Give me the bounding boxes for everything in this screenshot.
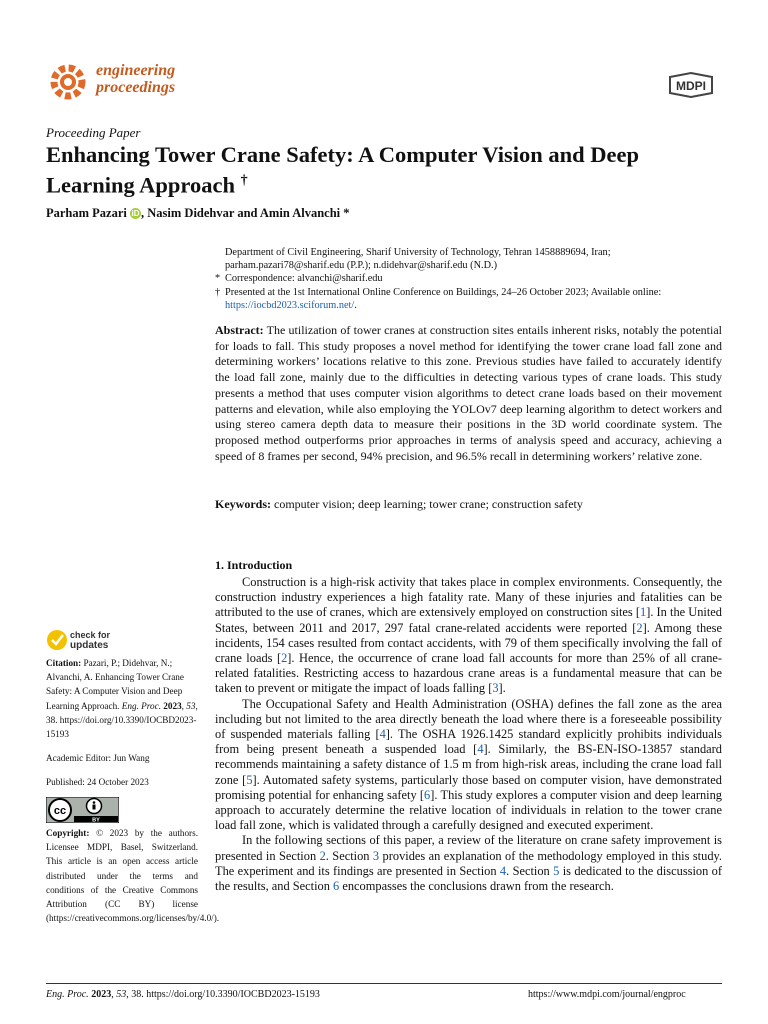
cc-by-label: BY (92, 817, 100, 823)
journal-logo-icon (46, 60, 90, 104)
paragraph: The Occupational Safety and Health Administration (OSHA) defines the fall zone as the area including but not limited to the area directly beneath the load where there is a foreseeable possibility of suspended materials falling [4]. The OSHA 1926.1425 standard explicitly prohibits individuals from being present beneath a suspended load [4]. Similarly, the BS-EN-ISO-13857 standard recommends maintaining a safety distance of 1.5 m from high-risk areas, including the crane load fall zone [5]. Automated safety systems, particularly those based on computer vision, have demonstrated promising potential for enhancing safety [6]. This study explores a computer vision and deep learning approach to accurately determine the relative location of individuals in relation to the tower crane load fall zone, which is validated through a carefully designed and executed experiment. (215, 696, 723, 833)
body-text (215, 575, 722, 894)
citation: Citation: Pazari, P.; Didehvar, N.; Alvanchi, A. Enhancing Tower Crane Safety: A Computer Vision and Deep Learning Approach. Eng. Proc. 2023, 53, 38. https://doi.org/10.3390/IOCBD2023-15193 (46, 658, 198, 740)
footer-citation: Eng. Proc. 2023, 53, 38. https://doi.org/10.3390/IOCBD2023-15193 (46, 989, 320, 1000)
affiliation-emails: parham.pazari78@sharif.edu (P.P.); n.didehvar@sharif.edu (N.D.) (225, 260, 498, 272)
cc-by-license-icon[interactable] (46, 797, 119, 823)
published-date: Published: 24 October 2023 (46, 777, 149, 788)
paragraph: In the following sections of this paper, a review of the literature on crane safety improvement is presented in Section 2. Section 3 provides an explanation of the methodology employed in this study. The experiment and its findings are presented in Section 4. Section 5 is dedicated to the discussion of the results, and Section 6 encompasses the conclusions drawn from the research. (215, 833, 722, 894)
footer-journal-url[interactable]: https://www.mdpi.com/journal/engproc (528, 989, 686, 1000)
paper-title (46, 142, 726, 199)
section-link[interactable]: 5 (553, 863, 560, 878)
journal-name (96, 62, 175, 96)
conference-link[interactable]: https://iocbd2023.sciforum.net/ (225, 299, 355, 311)
journal-name-line2: proceedings (96, 79, 176, 96)
correspondence-mark: * (215, 273, 221, 285)
journal-name-line1: engineering (96, 62, 176, 79)
paragraph: Construction is a high-risk activity that takes place in complex environments. Consequently, the construction industry experiences a high fatality rate. Many of these injuries and fatalities can be attributed to the use of cranes, which are extensively employed on construction sites [1]. In the United States, between 2011 and 2017, 297 fatal crane-related accidents were reported [2]. Among these incidents, 154 cases resulted from contact accidents, with 79 of them specifically involving the fall of crane loads [2]. Hence, the occurrence of crane load fall accounts for more than 25% of all crane-related fatalities. Restricting access to hazardous crane areas is a fundamental measure that can be taken to prevent or mitigate the impact of loads falling [3]. (215, 575, 723, 696)
mdpi-logo-icon (666, 72, 716, 98)
author-list (46, 206, 350, 221)
academic-editor: Academic Editor: Jun Wang (46, 753, 150, 764)
ref-link[interactable]: 3 (492, 681, 499, 696)
ref-link[interactable]: 5 (246, 772, 253, 787)
title-footnote-mark: † (240, 173, 248, 188)
author-name: Parham Pazari (46, 206, 127, 220)
presented-note: Presented at the 1st International Online Conference on Buildings, 24–26 October 2023; Available online: (225, 286, 662, 298)
abstract (215, 323, 722, 464)
section-link[interactable]: 4 (499, 863, 507, 878)
copyright-notice: Copyright: © 2023 by the authors. Licensee MDPI, Basel, Switzerland. This article is an open access article distributed under the terms and conditions of the Creative Commons Attribution (CC BY) license (https://creativecommons.org/licenses/by/4.0/). (46, 828, 220, 924)
abstract-label: Abstract: (215, 323, 264, 337)
svg-text:cc: cc (53, 805, 67, 817)
section-link[interactable]: 2 (319, 848, 326, 863)
ref-link[interactable]: 1 (640, 605, 647, 620)
section-heading: 1. Introduction (215, 558, 293, 572)
sidebar-info (46, 656, 198, 800)
ref-link[interactable]: 2 (281, 651, 288, 666)
mdpi-logo-text: MDPI (676, 79, 706, 93)
section-link[interactable]: 6 (333, 879, 340, 894)
footer-divider (46, 983, 722, 984)
presented-mark: † (215, 286, 221, 298)
paper-title-text: Enhancing Tower Crane Safety: A Computer Vision and Deep Learning Approach (46, 142, 639, 198)
paper-type: Proceeding Paper (46, 125, 141, 140)
conference-link-end: . (354, 299, 357, 311)
keywords-text: computer vision; deep learning; tower crane; construction safety (274, 497, 583, 511)
ref-link[interactable]: 2 (636, 620, 643, 635)
correspondence: Correspondence: alvanchi@sharif.edu (225, 273, 383, 285)
affiliations (215, 246, 725, 312)
affiliation-dept: Department of Civil Engineering, Sharif University of Technology, Tehran 1458889694, Iran; (225, 247, 611, 258)
orcid-icon[interactable]: iD (131, 209, 140, 218)
check-for-updates-label[interactable]: check for updates (70, 630, 111, 651)
ref-link[interactable]: 4 (477, 742, 484, 757)
author-names-rest: , Nasim Didehvar and Amin Alvanchi * (141, 206, 350, 220)
keywords-label: Keywords: (215, 497, 271, 511)
abstract-text: The utilization of tower cranes at construction sites entails inherent risks, notably the potential for loads to fall. This study proposes a novel method for identifying the tower crane load fall zone and determining workers’ locations relative to this zone. Previous studies have failed to accurately identify the load fall zone, mainly due to the difficulties in detecting various types of crane loads. This study presents a method that uses computer vision algorithms to detect crane loads based on their movement patterns and elevation, while also employing the YOLOv7 deep learning algorithm to detect workers and using stereo camera depth data to measure their positions in the 3D world coordinate system. The proposed method outperforms prior approaches in terms of analysis speed and accuracy, achieving a speed of 8 frames per second, 94% precision, and 96.5% recall in determining workers’ relative zone. (215, 323, 722, 463)
ref-link[interactable]: 4 (379, 727, 386, 742)
section-link[interactable]: 3 (372, 848, 380, 863)
ref-link[interactable]: 6 (424, 787, 431, 802)
keywords (215, 497, 722, 512)
